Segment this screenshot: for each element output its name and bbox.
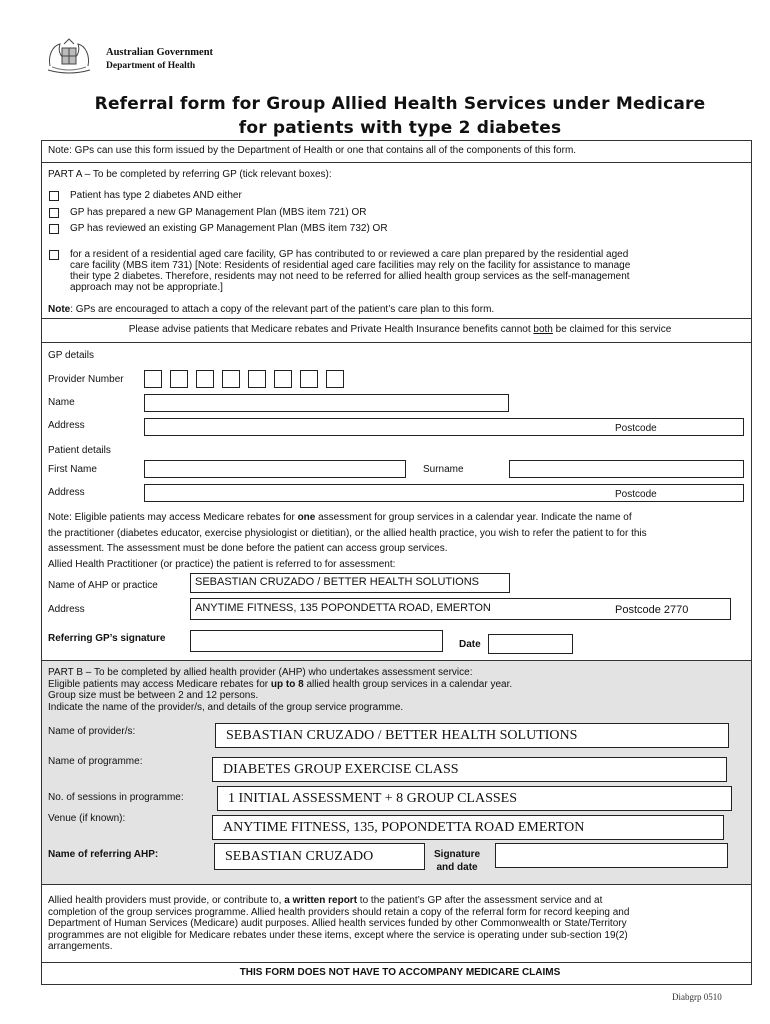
provider-number-label: Provider Number: [48, 374, 124, 385]
part-b-intro: PART B – To be completed by allied health provider (AHP) who undertakes assessment service: Eligible patients may access Medicare rebates for up to 8 allied health group services in a calendar year. Group size must be between 2 and 12 persons. Indicate the name of the provider/s, and details of the group service programme.: [48, 667, 513, 713]
form-title-line1: Referral form for Group Allied Health Services under Medicare: [94, 94, 706, 114]
first-name-field[interactable]: [144, 460, 406, 478]
gp-name-label: Name: [48, 397, 75, 408]
eligibility-note: Note: Eligible patients may access Medicare rebates for one assessment for group services in a calendar year. Indicate the name of the practitioner (diabetes educator, exercise physiologist or dietitian), or the allied health practice, you wish to refer the patient to for this assessment. The assessment must be done before the patient can access group services. Allied Health Practitioner (or practice) the patient is referred to for assessment:: [48, 512, 647, 570]
surname-label: Surname: [423, 464, 464, 475]
divider: [41, 660, 752, 661]
provider-number-digit[interactable]: [144, 370, 162, 388]
ahp-address-label: Address: [48, 604, 85, 615]
new-gp-plan-checkbox[interactable]: [49, 208, 59, 218]
provider-number-digit[interactable]: [170, 370, 188, 388]
sessions-field[interactable]: 1 INITIAL ASSESSMENT + 8 GROUP CLASSES: [217, 786, 732, 811]
aged-care-checkbox[interactable]: [49, 250, 59, 260]
provider-number-digit[interactable]: [248, 370, 266, 388]
referring-ahp-field[interactable]: SEBASTIAN CRUZADO: [214, 843, 425, 870]
provider-number-digit[interactable]: [326, 370, 344, 388]
report-paragraph: Allied health providers must provide, or contribute to, a written report to the patient’s GP after the assessment service and at completion of the group services programme. Allied health providers should retain a copy of the referral form for record keeping and Department of Human Services (Medicare) audit purposes. Allied health services funded by other Commonwealth or State/Territory programmes are not eligible for Medicare rebates under these items, except where the service is operating under sub-section 19(2) arrangements.: [48, 895, 630, 952]
venue-label: Venue (if known):: [48, 813, 126, 824]
provider-number-digit[interactable]: [196, 370, 214, 388]
top-note: Note: GPs can use this form issued by the Department of Health or one that contains all of the components of this form.: [48, 145, 577, 156]
gp-address-label: Address: [48, 420, 85, 431]
gp-details-heading: GP details: [48, 350, 94, 361]
sessions-label: No. of sessions in programme:: [48, 792, 184, 803]
referring-ahp-label: Name of referring AHP:: [48, 849, 159, 860]
org-name-line2: Department of Health: [106, 61, 196, 71]
surname-field[interactable]: [509, 460, 744, 478]
type2-diabetes-checkbox[interactable]: [49, 191, 59, 201]
ahp-address-field[interactable]: ANYTIME FITNESS, 135 POPONDETTA ROAD, EMERTON: [190, 598, 731, 620]
signature-date-label: Signature and date: [434, 849, 481, 873]
providers-label: Name of provider/s:: [48, 726, 136, 737]
programme-field[interactable]: DIABETES GROUP EXERCISE CLASS: [212, 757, 727, 782]
care-plan-note: Note: GPs are encouraged to attach a copy of the relevant part of the patient’s care plan to this form.: [48, 304, 495, 315]
type2-diabetes-label: Patient has type 2 diabetes AND either: [70, 190, 242, 201]
medicare-claims-notice: THIS FORM DOES NOT HAVE TO ACCOMPANY MEDICARE CLAIMS: [239, 967, 561, 978]
org-name-line1: Australian Government: [106, 47, 214, 58]
aged-care-text: for a resident of a residential aged care facility, GP has contributed to or reviewed a care plan prepared by the residential aged care facility (MBS item 731) [Note: Residents of residential aged care facilities may rely on the facility for assistance to manage their type 2 diabetes. Therefore, residents may not need to be referred for allied health group services as the self-management approach may not be appropriate.]: [70, 249, 631, 293]
signature-date-field[interactable]: [495, 843, 728, 868]
provider-number-digit[interactable]: [274, 370, 292, 388]
form-title-line2: for patients with type 2 diabetes: [238, 118, 562, 138]
rebate-advice: Please advise patients that Medicare rebates and Private Health Insurance benefits cannot both be claimed for this service: [128, 324, 672, 335]
form-code: Diabgrp 0510: [672, 992, 722, 1002]
gp-postcode-label: Postcode: [615, 423, 657, 434]
gp-signature-field[interactable]: [190, 630, 443, 652]
new-gp-plan-label: GP has prepared a new GP Management Plan (MBS item 721) OR: [70, 207, 367, 218]
coat-of-arms-logo: [44, 36, 94, 78]
programme-label: Name of programme:: [48, 756, 143, 767]
gp-signature-label: Referring GP’s signature: [48, 633, 166, 644]
date-label: Date: [459, 639, 481, 650]
divider: [41, 962, 752, 963]
divider: [41, 884, 752, 885]
date-field[interactable]: [488, 634, 573, 654]
reviewed-gp-plan-label: GP has reviewed an existing GP Management Plan (MBS item 732) OR: [70, 223, 388, 234]
divider: [41, 318, 752, 319]
divider: [41, 342, 752, 343]
reviewed-gp-plan-checkbox[interactable]: [49, 224, 59, 234]
patient-address-label: Address: [48, 487, 85, 498]
provider-number-digit[interactable]: [300, 370, 318, 388]
first-name-label: First Name: [48, 464, 97, 475]
divider: [41, 162, 752, 163]
gp-name-field[interactable]: [144, 394, 509, 412]
patient-details-heading: Patient details: [48, 445, 111, 456]
ahp-name-field[interactable]: SEBASTIAN CRUZADO / BETTER HEALTH SOLUTIONS: [190, 573, 510, 593]
provider-number-digit[interactable]: [222, 370, 240, 388]
venue-field[interactable]: ANYTIME FITNESS, 135, POPONDETTA ROAD EMERTON: [212, 815, 724, 840]
patient-postcode-label: Postcode: [615, 489, 657, 500]
providers-field[interactable]: SEBASTIAN CRUZADO / BETTER HEALTH SOLUTIONS: [215, 723, 729, 748]
ahp-name-label: Name of AHP or practice: [48, 580, 158, 591]
ahp-postcode: Postcode 2770: [615, 604, 689, 616]
part-a-heading: PART A – To be completed by referring GP (tick relevant boxes):: [48, 169, 332, 180]
